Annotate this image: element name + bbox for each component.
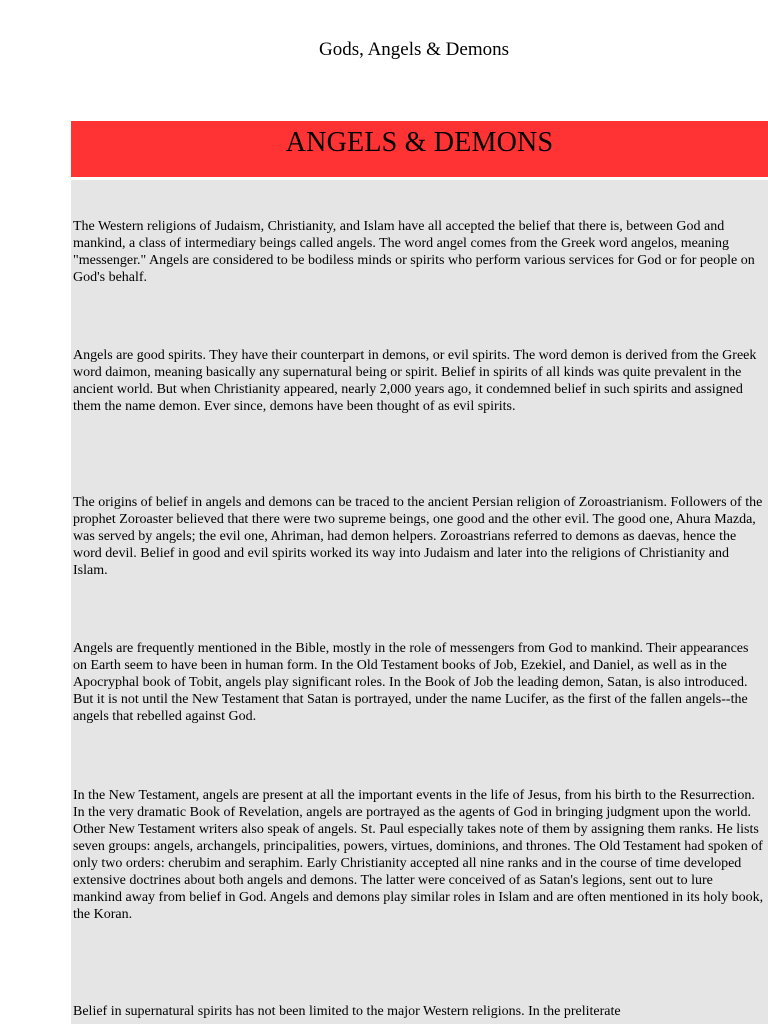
document-title: Gods, Angels & Demons <box>319 39 509 60</box>
paragraph-angels-and-demons: Angels are good spirits. They have their counterpart in demons, or evil spirits. The word demon is derived from the Greek word daimon, meaning basically any supernatural being or spirit. Belief in spirits of all kinds was quite prevalent in the ancient world. But when Christianity appeared, nearly 2,000 years ago, it condemned belief in such spirits and assigned them the name demon. Ever since, demons have been thought of as evil spirits. <box>73 348 757 414</box>
paragraph-origins: The origins of belief in angels and demons can be traced to the ancient Persian religion of Zoroastrianism. Followers of the prophet Zoroaster believed that there were two supreme beings, one good and the other evil. The good one, Ahura Mazda, was served by angels; the evil one, Ahriman, had demon helpers. Zoroastrians referred to demons as daevas, hence the word devil. Belief in good and evil spirits worked its way into Judaism and later into the religions of Christianity and Islam. <box>73 495 763 578</box>
paragraph-new-testament: In the New Testament, angels are present at all the important events in the life of Jesus, from his birth to the Resurrection. In the very dramatic Book of Revelation, angels are portrayed as the agents of God in bringing judgment upon the world. Other New Testament writers also speak of angels. St. Paul especially takes note of them by assigning them ranks. He lists seven groups: angels, archangels, principalities, powers, virtues, dominions, and thrones. The Old Testament had spoken of only two orders: cherubim and seraphim. Early Christianity accepted all nine ranks and in the course of time developed extensive doctrines about both angels and demons. The latter were conceived of as Satan's legions, sent out to lure mankind away from belief in God. Angels and demons play similar roles in Islam and are often mentioned in its holy book, the Koran. <box>73 788 764 922</box>
paragraph-supernatural-spirits: Belief in supernatural spirits has not been limited to the major Western religions. In the preliterate <box>73 1004 621 1019</box>
banner-heading: ANGELS & DEMONS <box>285 127 554 158</box>
section-banner <box>71 121 768 177</box>
paragraph-bible: Angels are frequently mentioned in the Bible, mostly in the role of messengers from God to mankind. Their appearances on Earth seem to have been in human form. In the Old Testament books of Job, Ezekiel, and Daniel, as well as in the Apocryphal book of Tobit, angels play significant roles. In the Book of Job the leading demon, Satan, is also introduced. But it is not until the New Testament that Satan is portrayed, under the name Lucifer, as the first of the fallen angels--the angels that rebelled against God. <box>73 641 749 724</box>
paragraph-intro: The Western religions of Judaism, Christianity, and Islam have all accepted the belief that there is, between God and mankind, a class of intermediary beings called angels. The word angel comes from the Greek word angelos, meaning "messenger." Angels are considered to be bodiless minds or spirits who perform various services for God or for people on God's behalf. <box>73 219 755 285</box>
